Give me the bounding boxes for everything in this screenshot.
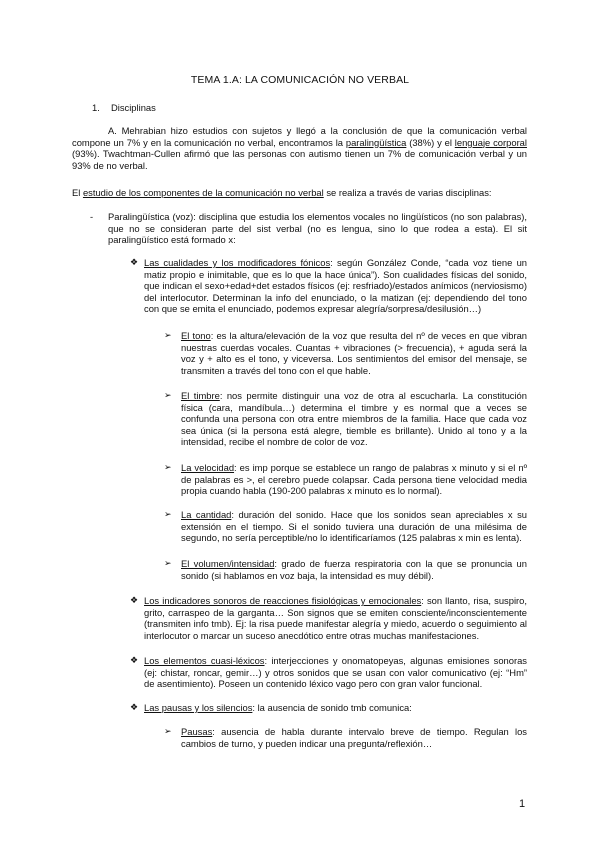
item-text: : nos permite distinguir una voz de otra al escucharla. La constitución física (cara, mandíbula…) determina el timbre y es normal que a veces se confunda una persona con otra entre miembros de la familia. Hace que cada voz sea única (si la persona está alegre, tiemble es brillante). Unido al tono y a la intensidad, recibe el nombre de color de voz.	[181, 390, 527, 447]
intro-paragraph	[72, 125, 527, 171]
arrow-bullet-icon: ➢	[164, 462, 172, 472]
section-number: 1.	[92, 102, 100, 113]
diamond-bullet-icon: ❖	[130, 702, 139, 712]
item-heading: El tono	[181, 330, 211, 341]
list-item-velocidad	[164, 462, 527, 497]
intro-text-3: (93%). Twachtman-Cullen afirmó que las personas con autismo tienen un 7% de comunicación verbal y un 93% de no verbal.	[72, 148, 527, 171]
item-text: : según González Conde, “cada voz tiene un matiz propio e inimitable, que es lo que la hace única”). Son cualidades físicas del sonido, que indican el sexo+edad+det estados físicos (ej: resfriado)/estados anímicos (nerviosismo) del interlocutor. Determinan la info del enunciado, o la matizan (ej: dependiendo del tono con que se emita el enunciado, podemos expresar alegría/sorpresa/desilusión…)	[144, 257, 528, 314]
intro-text-1: A. Mehrabian hizo estudios con sujetos y llegó a la conclusión de que la comunicación verbal compone un 7% y en la comunicación no verbal, encontramos la	[72, 125, 527, 148]
item-heading: Los indicadores sonoros de reacciones fisiológicas y emocionales	[144, 595, 422, 606]
list-item-indicadores	[130, 595, 527, 641]
study-paragraph	[72, 187, 527, 199]
arrow-bullet-icon: ➢	[164, 330, 172, 340]
item-text: : duración del sonido. Hace que los sonidos sean apreciables x su extensión en el tiempo. Si el sonido tuviera una duración de una milésima de segundo, no sería perceptible/no lo identificaríamos (125 palabras x min es lenta).	[181, 509, 527, 543]
item-heading: Las cualidades y los modificadores fónicos	[144, 257, 331, 268]
list-item-timbre	[164, 390, 527, 448]
arrow-bullet-icon: ➢	[164, 558, 172, 568]
list-item-tono	[164, 330, 527, 376]
diamond-bullet-icon: ❖	[130, 655, 139, 665]
intro-term-paralinguistica: paralingüística	[345, 136, 407, 148]
study-term: estudio de los componentes de la comunicación no verbal	[82, 187, 324, 198]
arrow-bullet-icon: ➢	[164, 509, 172, 519]
diamond-bullet-icon: ❖	[130, 595, 139, 605]
dash-bullet: -	[90, 211, 94, 222]
page-title: TEMA 1.A: LA COMUNICACIÓN NO VERBAL	[190, 74, 410, 86]
study-text-1: El	[72, 187, 83, 198]
item-text: : son llanto, risa, suspiro, grito, carraspeo de la garganta… Son signos que se emiten consciente/inconscientemente (transmiten info tmb). Ej: la risa puede manifestar alegría y miedo, acuerdo o seguimiento al interlocutor o marcar un suceso anecdótico entre otras muchas manifestaciones.	[144, 595, 527, 641]
arrow-bullet-icon: ➢	[164, 726, 172, 736]
study-text-2: se realiza a través de varias disciplinas:	[323, 187, 492, 198]
list-item-pausas-silencios	[130, 702, 527, 714]
list-item-cuasilexicos	[130, 655, 527, 690]
paralinguistica-item	[90, 211, 527, 246]
item-text: : la ausencia de sonido tmb comunica:	[252, 702, 412, 713]
list-item-volumen	[164, 558, 527, 581]
section-label: Disciplinas	[111, 102, 156, 113]
item-text: : es la altura/elevación de la voz que resulta del nº de veces en que vibran nuestras cuerdas vocales. Cuantas + vibraciones (> frecuencia), + aguda será la voz y + alto es el tono, y viceversa. Los sentimientos del emisor del mensaje, se transmiten a través del tono con el que hable.	[181, 330, 527, 376]
item-heading: El timbre	[181, 390, 220, 401]
list-item-cualidades	[130, 257, 527, 315]
paralinguistica-text: Paralingüística (voz): disciplina que estudia los elementos vocales no lingüísticos (no son palabras), que no se consideran parte del sist verbal (no es lengua, sino lo que rodea a esta). El sit paralingüístico está formado x:	[108, 211, 527, 245]
section-heading	[92, 102, 156, 114]
list-item-pausas	[164, 726, 527, 749]
item-text: : interjecciones y onomatopeyas, algunas emisiones sonoras (ej: chistar, roncar, gemir…) y otros sonidos que se usan con valor comunicativo (ej: “Hm” de asentimiento). Poseen un contenido léxico vago pero con gran valor funcional.	[144, 655, 527, 689]
item-heading: La cantidad	[181, 509, 232, 520]
diamond-bullet-icon: ❖	[130, 257, 139, 267]
item-text: : ausencia de habla durante intervalo breve de tiempo. Regulan los cambios de turno, y pueden indicar una pregunta/reflexión…	[181, 726, 527, 749]
item-heading: Las pausas y los silencios	[144, 702, 253, 713]
intro-term-lenguaje-corporal: lenguaje corporal	[454, 136, 527, 148]
item-text: : grado de fuerza respiratoria con la que se pronuncia un sonido (si hablamos en voz baja, la intensidad es muy débil).	[181, 558, 527, 581]
list-item-cantidad	[164, 509, 527, 544]
item-heading: La velocidad	[181, 462, 235, 473]
item-text: : es imp porque se establece un rango de palabras x minuto y si el nº de palabras es >, el cerebro puede colapsar. Cada persona tiene velocidad media propia cuando habla (190-200 palabras x minuto es lo normal).	[181, 462, 527, 496]
page-number: 1	[519, 798, 526, 810]
item-heading: El volumen/intensidad	[181, 558, 275, 569]
intro-text-2: (38%) y el	[406, 136, 455, 148]
item-heading: Los elementos cuasi-léxicos	[144, 655, 265, 666]
arrow-bullet-icon: ➢	[164, 390, 172, 400]
item-heading: Pausas	[181, 726, 213, 737]
